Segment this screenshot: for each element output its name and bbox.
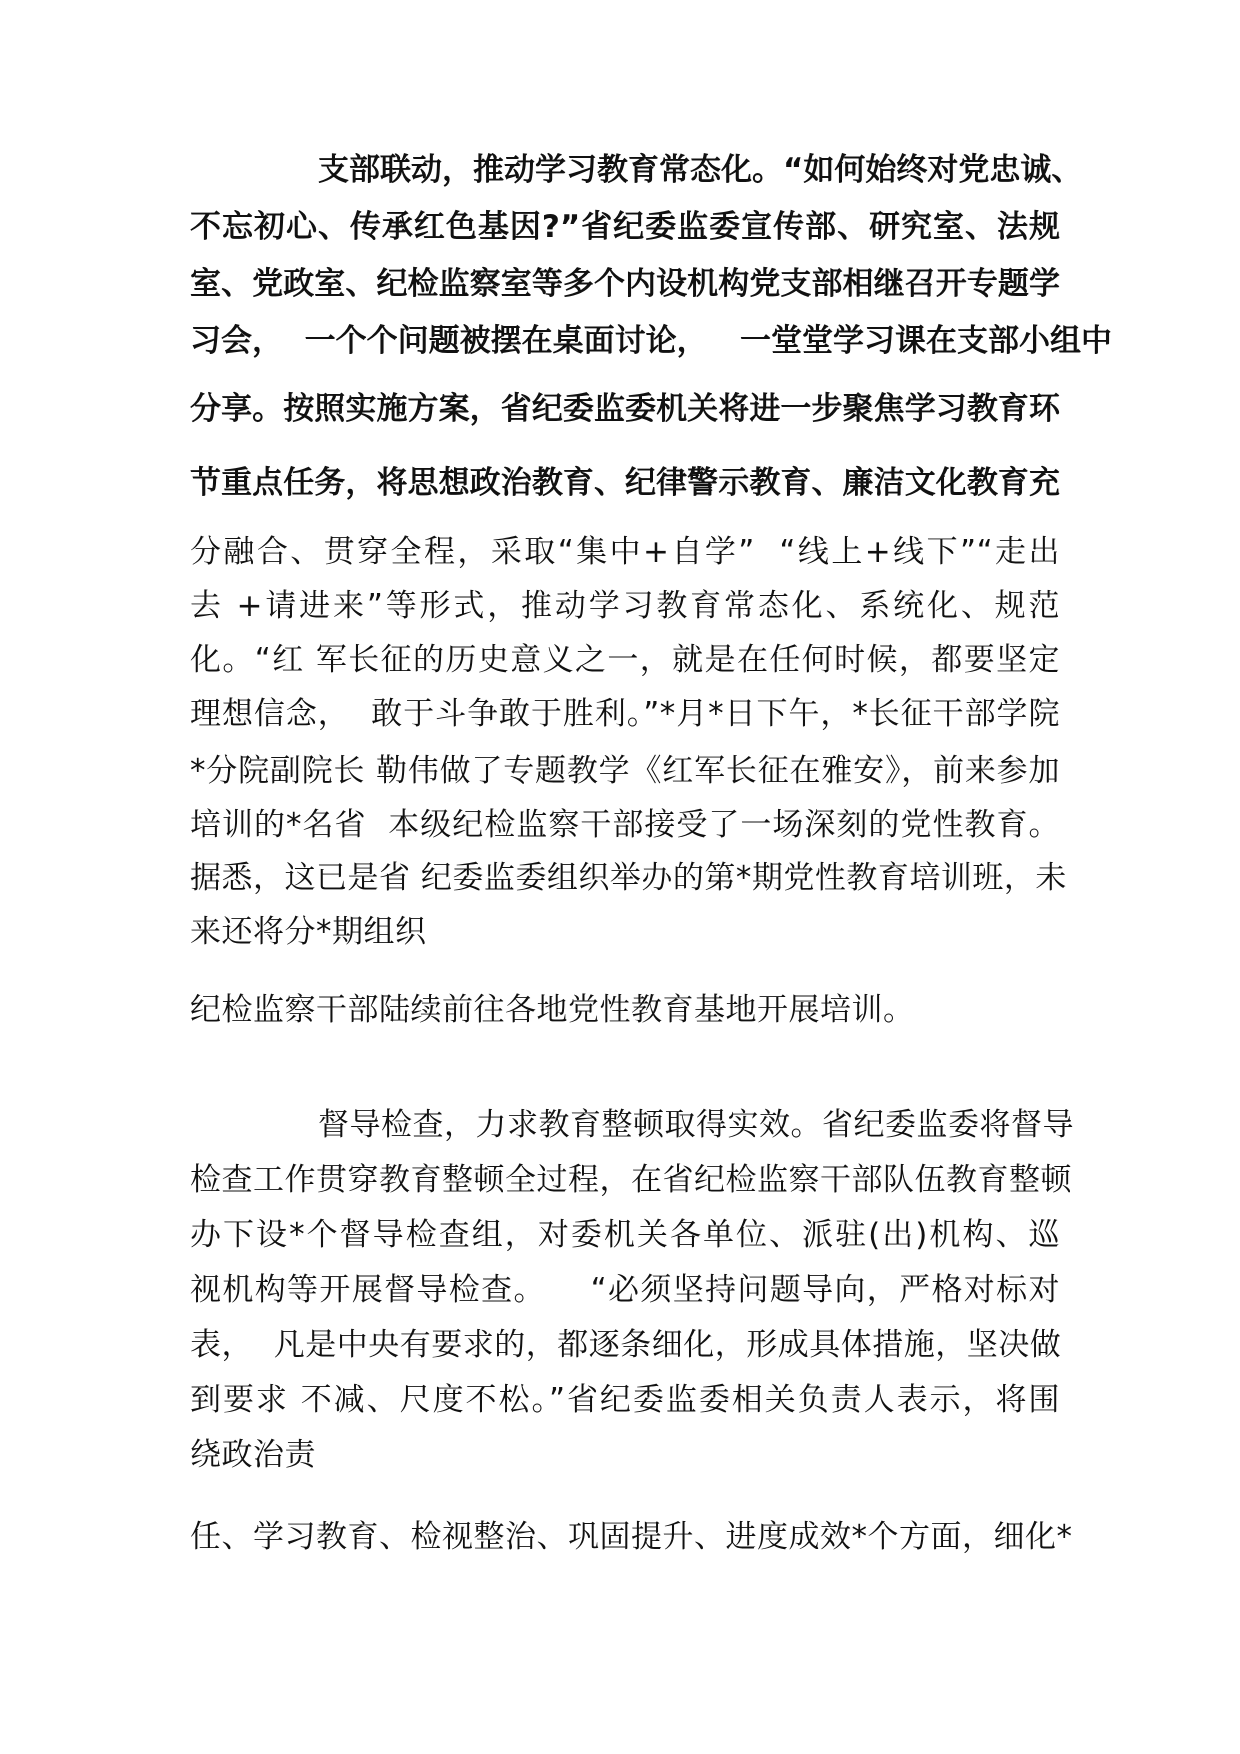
text-line: 去 +请进来”等形式，推动学习教育常态化、系统化、规范 (190, 588, 1060, 624)
text-line: 培训的*名省 本级纪检监察干部接受了一场深刻的党性教育。 (190, 807, 1060, 843)
text-line: 分享。按照实施方案，省纪委监委机关将进一步聚焦学习教育环 (190, 391, 1060, 427)
text-line: *分院副院长 勒伟做了专题教学《红军长征在雅安》，前来参加 (190, 753, 1060, 789)
text-line: 习会， 一个个问题被摆在桌面讨论， 一堂堂学习课在支部小组中 (190, 323, 1112, 359)
text-line: 纪检监察干部陆续前往各地党性教育基地开展培训。 (190, 992, 915, 1028)
text-line: 到要求 不减、尺度不松。”省纪委监委相关负责人表示，将围 (190, 1382, 1060, 1418)
text-line: 节重点任务，将思想政治教育、纪律警示教育、廉洁文化教育充 (190, 465, 1060, 501)
text-line: 化。“红 军长征的历史意义之一，就是在任何时候，都要坚定 (190, 642, 1060, 678)
text-line: 绕政治责 (190, 1437, 316, 1473)
text-line: 检查工作贯穿教育整顿全过程，在省纪检监察干部队伍教育整顿 (190, 1162, 1072, 1198)
text-line: 室、党政室、纪检监察室等多个内设机构党支部相继召开专题学 (190, 266, 1060, 302)
text-line: 来还将分*期组织 (190, 914, 427, 950)
text-line: 分融合、贯穿全程，采取“集中+自学” “线上+线下”“走出 (190, 534, 1060, 570)
text-line: 支部联动，推动学习教育常态化。“如何始终对党忠诚、 (318, 152, 1083, 188)
text-line: 督导检查，力求教育整顿取得实效。省纪委监委将督导 (318, 1107, 1074, 1143)
text-line: 视机构等开展督导检查。 “必须坚持问题导向，严格对标对 (190, 1272, 1060, 1308)
text-line: 任、学习教育、检视整治、巩固提升、进度成效*个方面，细化* (190, 1519, 1073, 1555)
text-line: 表， 凡是中央有要求的，都逐条细化，形成具体措施，坚决做 (190, 1327, 1062, 1363)
text-line: 办下设*个督导检查组，对委机关各单位、派驻(出)机构、巡 (190, 1217, 1060, 1253)
text-line: 理想信念， 敢于斗争敢于胜利。”*月*日下午，*长征干部学院 (190, 696, 1060, 732)
text-line: 不忘初心、传承红色基因?”省纪委监委宣传部、研究室、法规 (190, 209, 1060, 245)
text-line: 据悉，这已是省 纪委监委组织举办的第*期党性教育培训班，未 (190, 860, 1067, 896)
